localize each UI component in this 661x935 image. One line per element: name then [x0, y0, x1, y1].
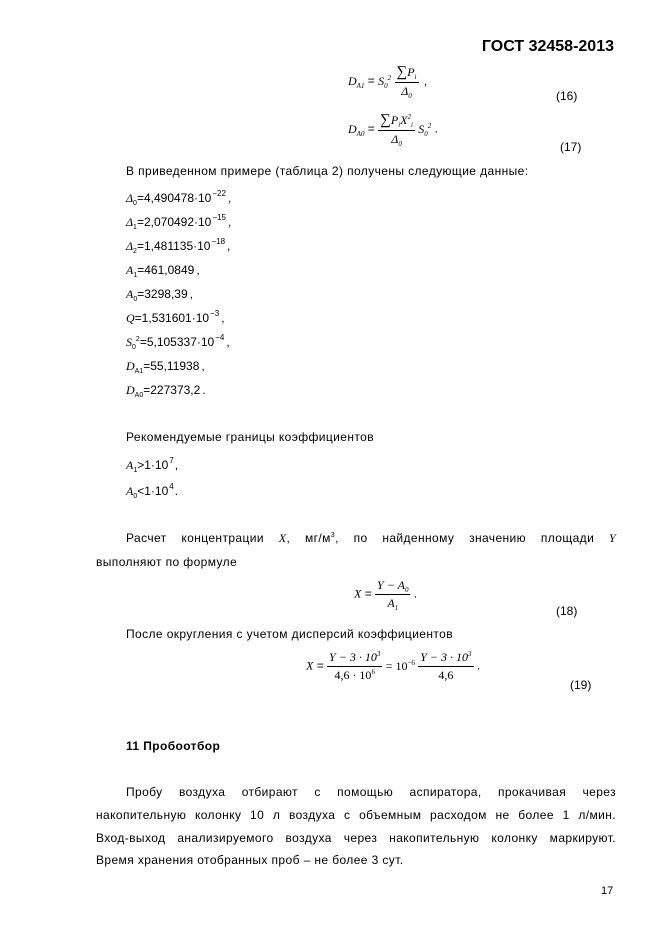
formula-17: $D_{A0}$ = $\frac{\sum P_iX^2_i}{\Delta_0}$ $S_0^2$ .	[348, 112, 438, 148]
bound-row: $A_1>1\cdot 10^7$,	[126, 456, 179, 474]
formula-18-fraction: $\frac{Y - A_0}{A_1}$	[377, 578, 409, 612]
page-number: 17	[601, 885, 614, 897]
section-heading: 11 Пробоотбор	[126, 739, 221, 753]
values-list	[126, 186, 231, 402]
calc-line-1: Расчет концентрации X, $мг/м^3$, по найденному значению площади Y	[126, 531, 617, 545]
formula-17-number: (17)	[560, 140, 582, 154]
value-row: $D_{A1}=55,11938$ ,	[126, 359, 205, 375]
formula-17-fraction: $\frac{\sum P_iX^2_i}{\Delta_0}$	[380, 112, 413, 148]
rounding-text: После округления с учетом дисперсий коэффициентов	[126, 627, 454, 641]
formula-19-number: (19)	[570, 678, 592, 692]
value-row: $Q=1,531601\cdot 10^{-3}$ ,	[126, 309, 225, 325]
formula-18: X = $\frac{Y - A_0}{A_1}$ .	[354, 578, 418, 612]
formula-17-lhs: $D_{A0}$	[348, 121, 365, 138]
value-row: $\Delta_1=2,070492\cdot 10^{-15}$ ,	[126, 213, 232, 231]
para-line-2: накопительную колонку 10 л воздуха с объемным расходом не более 1 л/мин.	[96, 808, 616, 822]
value-row: $D_{A0}=227373,2$ .	[126, 383, 206, 399]
intro-text: В приведенном примере (таблица 2) получены следующие данные:	[126, 164, 529, 178]
value-row: $A_1=461,0849$ ,	[126, 263, 200, 279]
formula-19-fraction-1: $\frac{Y - 3 \cdot 10^3}{4,6 \cdot 10^6}$	[329, 650, 381, 682]
para-line-1: Пробу воздуха отбирают с помощью аспиратора, прокачивая через	[126, 785, 616, 799]
formula-16-lhs: $D_{A1}$	[348, 73, 365, 90]
formula-18-number: (18)	[556, 604, 578, 618]
para-line-4: Время хранения отобранных проб – не более 3 сут.	[96, 853, 404, 867]
bounds-label: Рекомендуемые границы коэффициентов	[126, 430, 374, 444]
formula-19: X = $\frac{Y - 3 \cdot 10^3}{4,6 \cdot 10^6}$ = $10^{-6}$ $\frac{Y - 3 \cdot 10^3}{4,6}$ .	[306, 650, 481, 682]
formula-16-fraction: $\frac{\sum P_i}{\Delta_0}$	[396, 64, 417, 100]
formula-16: $D_{A1} = S_0^2$ $\frac{\sum P_i}{\Delta_0}$ ,	[348, 64, 428, 100]
bound-row: $A_0<1\cdot 10^4$.	[126, 482, 179, 500]
value-row: $\Delta_0=4,490478\cdot 10^{-22}$ ,	[126, 189, 232, 207]
calc-line-2: выполняют по формуле	[96, 555, 238, 569]
formula-19-fraction-2: $\frac{Y - 3 \cdot 10^3}{4,6}$	[420, 650, 472, 682]
value-row: $\Delta_2=1,481135\cdot 10^{-18}$ ,	[126, 237, 231, 255]
value-row: $A_0=3298,39$ ,	[126, 287, 193, 303]
value-row: $S_0^2=5,105337\cdot 10^{-4}$ ,	[126, 333, 230, 351]
document-code: ГОСТ 32458-2013	[481, 38, 614, 55]
para-line-3: Вход-выход анализируемого воздуха через накопительную колонку маркируют.	[96, 831, 616, 845]
formula-16-number: (16)	[556, 89, 578, 103]
bounds-list	[126, 452, 178, 504]
